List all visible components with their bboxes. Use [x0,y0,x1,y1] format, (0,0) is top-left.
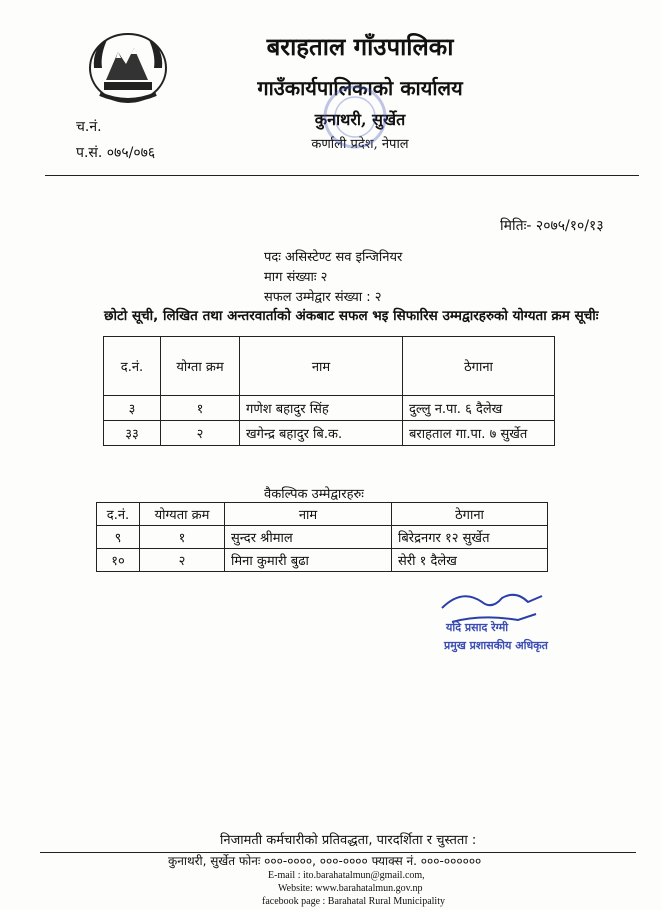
table-cell: १ [161,396,240,421]
footer-website: Website: www.barahatalmun.gov.np [278,883,423,894]
column-header: योग्ता क्रम [161,337,240,396]
column-header: द.नं. [104,337,161,396]
office-stamp-icon [320,82,390,152]
list-heading: छोटो सूची, लिखित तथा अन्तरवार्ताको अंकबाट सफल भइ सिफारिस उम्मद्वारहरुको योग्यता क्रम सूचीः [104,308,599,324]
fiscal-year: प.सं. ०७५/०७६ [76,145,156,161]
table-cell: बिरेद्रनगर १२ सुर्खेत [392,526,548,549]
signatory-title: प्रमुख प्रशासकीय अधिकृत [444,639,548,652]
table-cell: २ [140,549,225,572]
table-cell: खगेन्द्र बहादुर बि.क. [240,421,403,446]
table-row [97,549,548,572]
table-cell: ३३ [104,421,161,446]
table-cell: दुल्लु न.पा. ६ दैलेख [403,396,555,421]
header-divider [45,175,639,176]
table-row [97,526,548,549]
column-header: द.नं. [97,503,140,526]
alternate-list-table [96,502,548,572]
column-header: ठेगाना [403,337,555,396]
column-header: नाम [240,337,403,396]
table-cell: बराहताल गा.पा. ७ सुर्खेत [403,421,555,446]
office-location: कुनाथरी, सुर्खेत [314,110,406,129]
document-date: मितिः- २०७५/१०/१३ [500,218,604,234]
post-title: पदः असिस्टेण्ट सव इन्जिनियर [264,250,403,265]
table-row [104,421,555,446]
column-header: योग्यता क्रम [140,503,225,526]
footer-email: E-mail : ito.barahatalmun@gmail.com, [268,870,425,881]
reference-number: च.नं. [76,119,102,135]
table-cell: २ [161,421,240,446]
table-row [104,396,555,421]
table-cell: मिना कुमारी बुढा [225,549,392,572]
footer-slogan: निजामती कर्मचारीको प्रतिवद्धता, पारदर्शिता र चुस्तता : [220,833,477,848]
table-cell: सुन्दर श्रीमाल [225,526,392,549]
office-province: कर्णाली प्रदेश, नेपाल [311,137,409,152]
table-cell: गणेश बहादुर सिंह [240,396,403,421]
footer-address: कुनाथरी, सुर्खेत फोनः ०००-००००, ०००-०००० फ्याक्स नं. ०००-०००००० [168,854,482,868]
table-header-row [97,503,548,526]
table-cell: १० [97,549,140,572]
footer-facebook: facebook page : Barahatal Rural Municipality [262,896,445,907]
table-cell: १ [140,526,225,549]
government-emblem-logo [86,28,170,108]
alternate-candidates-title: वैकल्पिक उम्मेद्वारहरुः [264,487,364,502]
table-cell: ३ [104,396,161,421]
successful-count: सफल उम्मेद्वार संख्या : २ [264,290,382,305]
column-header: ठेगाना [392,503,548,526]
table-cell: सेरी १ दैलेख [392,549,548,572]
demand-count: माग संख्याः २ [264,270,328,285]
column-header: नाम [225,503,392,526]
office-name: बराहताल गाँउपालिका [266,32,454,61]
signatory-name: यदि प्रसाद रेग्मी [446,621,509,634]
merit-list-table [103,336,555,446]
office-subtitle: गाउँकार्यपालिकाको कार्यालय [257,76,463,100]
table-cell: ९ [97,526,140,549]
table-header-row [104,337,555,396]
